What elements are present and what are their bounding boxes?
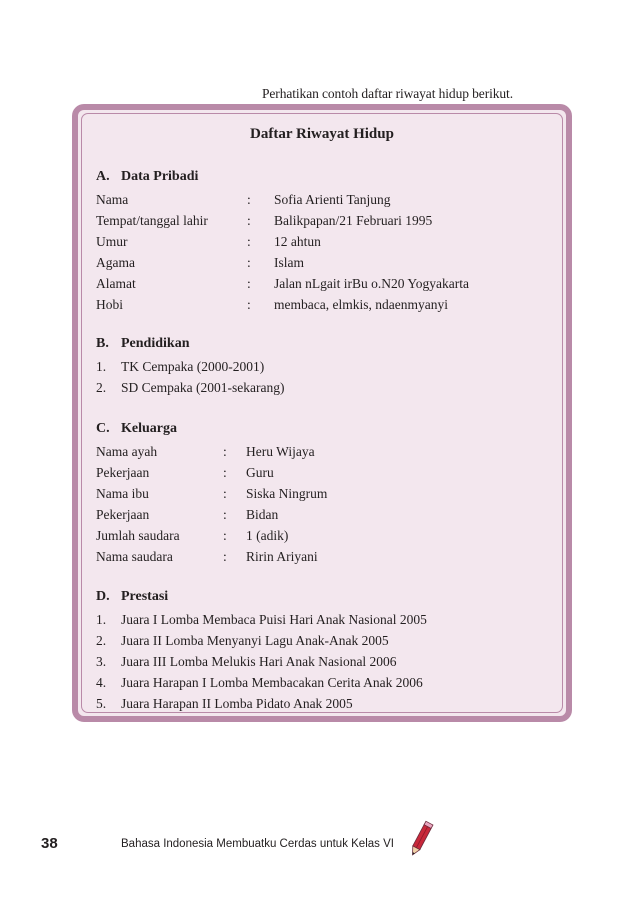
list-number: 1. (96, 612, 107, 627)
list-item (96, 633, 389, 649)
field-colon: : (247, 297, 251, 312)
field-label: Nama (96, 192, 129, 207)
list-item (96, 612, 427, 628)
field-value: Heru Wijaya (246, 444, 315, 459)
field-label: Pekerjaan (96, 465, 150, 480)
field-colon: : (247, 192, 251, 207)
list-text: Juara Harapan I Lomba Membacakan Cerita Anak 2006 (121, 675, 423, 690)
field-colon: : (223, 549, 227, 564)
list-text: TK Cempaka (2000-2001) (121, 359, 265, 374)
field-value: Siska Ningrum (246, 486, 328, 501)
list-item (96, 380, 284, 396)
list-number: 4. (96, 675, 107, 690)
field-colon: : (223, 465, 227, 480)
section-letter: C. (96, 421, 110, 436)
list-text: SD Cempaka (2001-sekarang) (121, 380, 285, 395)
list-number: 1. (96, 359, 107, 374)
list-number: 2. (96, 380, 107, 395)
field-label: Nama ibu (96, 486, 149, 501)
list-text: Juara I Lomba Membaca Puisi Hari Anak Nasional 2005 (121, 612, 427, 627)
field-label: Alamat (96, 276, 136, 291)
section-title: Keluarga (121, 421, 177, 436)
section-keluarga-heading (96, 421, 177, 437)
field-colon: : (247, 213, 251, 228)
list-number: 3. (96, 654, 107, 669)
field-value: Bidan (246, 507, 279, 522)
section-prestasi-heading (96, 589, 168, 605)
list-text: Juara Harapan II Lomba Pidato Anak 2005 (121, 696, 353, 711)
field-value: Jalan nLgait irBu o.N20 Yogyakarta (274, 276, 469, 291)
intro-text: Perhatikan contoh daftar riwayat hidup berikut. (262, 86, 513, 101)
book-title: Bahasa Indonesia Membuatku Cerdas untuk Kelas VI (121, 838, 394, 850)
field-label: Hobi (96, 297, 123, 312)
field-value: 12 ahtun (274, 234, 321, 249)
field-label: Umur (96, 234, 128, 249)
list-item (96, 675, 423, 691)
section-title: Pendidikan (121, 336, 190, 351)
list-text: Juara III Lomba Melukis Hari Anak Nasional 2006 (121, 654, 397, 669)
page-number: 38 (41, 835, 58, 852)
pencil-icon (408, 819, 434, 859)
field-colon: : (247, 255, 251, 270)
field-colon: : (223, 507, 227, 522)
list-item (96, 696, 353, 712)
field-colon: : (223, 486, 227, 501)
section-letter: A. (96, 169, 110, 184)
section-title: Data Pribadi (121, 169, 199, 184)
resume-card (72, 104, 572, 722)
resume-title: Daftar Riwayat Hidup (250, 126, 394, 142)
field-colon: : (247, 276, 251, 291)
section-title: Prestasi (121, 589, 169, 604)
list-number: 2. (96, 633, 107, 648)
field-label: Pekerjaan (96, 507, 150, 522)
field-label: Nama saudara (96, 549, 173, 564)
field-value: Balikpapan/21 Februari 1995 (274, 213, 433, 228)
section-data-pribadi-heading (96, 169, 198, 185)
field-colon: : (223, 444, 227, 459)
list-item (96, 359, 264, 375)
section-letter: D. (96, 589, 110, 604)
field-value: Ririn Ariyani (246, 549, 318, 564)
field-value: Islam (274, 255, 304, 270)
section-pendidikan-heading (96, 336, 189, 352)
field-label: Agama (96, 255, 135, 270)
field-label: Nama ayah (96, 444, 158, 459)
field-value: Sofia Arienti Tanjung (274, 192, 391, 207)
list-number: 5. (96, 696, 107, 711)
field-label: Jumlah saudara (96, 528, 180, 543)
field-label: Tempat/tanggal lahir (96, 213, 208, 228)
field-value: Guru (246, 465, 274, 480)
field-value: 1 (adik) (246, 528, 289, 543)
field-colon: : (247, 234, 251, 249)
field-value: membaca, elmkis, ndaenmyanyi (274, 297, 448, 312)
field-colon: : (223, 528, 227, 543)
list-item (96, 654, 397, 670)
section-letter: B. (96, 336, 109, 351)
list-text: Juara II Lomba Menyanyi Lagu Anak-Anak 2005 (121, 633, 389, 648)
page-footer (0, 833, 638, 863)
